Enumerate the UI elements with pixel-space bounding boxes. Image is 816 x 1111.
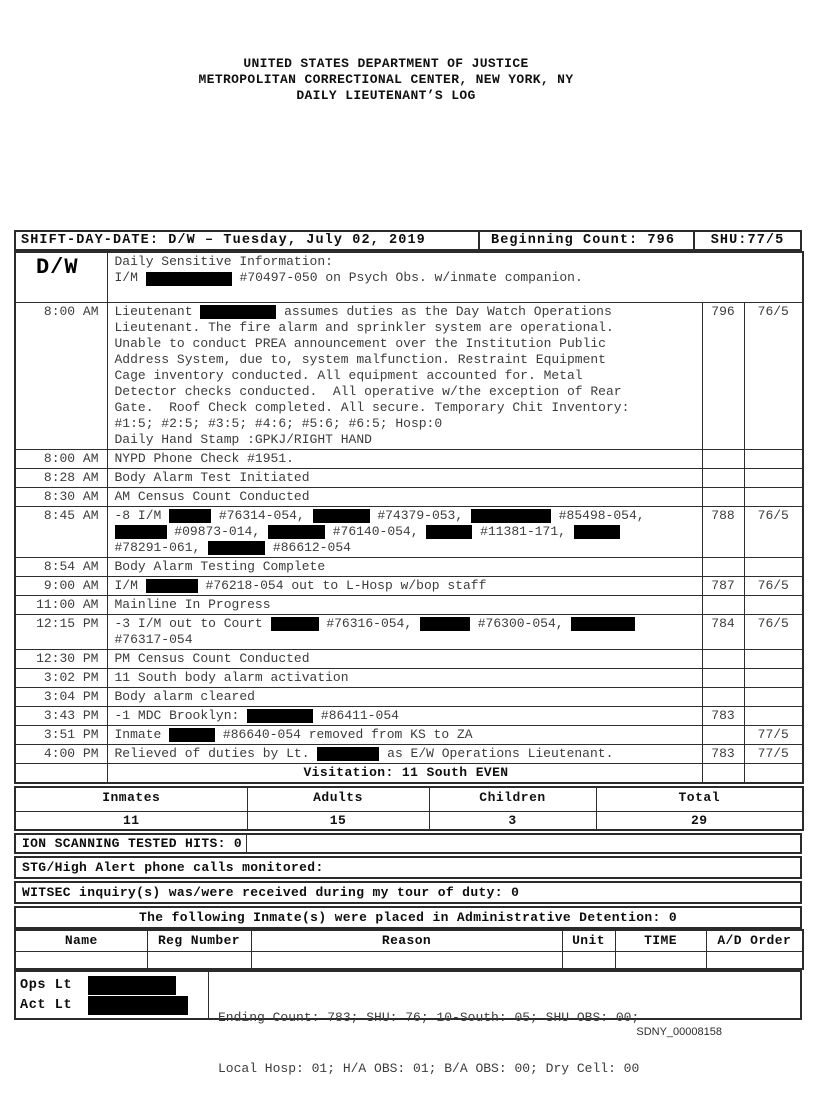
detention-col-ad-order: A/D Order (706, 930, 803, 951)
shu-cell (744, 449, 803, 468)
ion-scanning-row (14, 833, 802, 854)
log-time: 3:51 PM (15, 725, 107, 744)
shu-cell: 76/5 (744, 576, 803, 595)
log-row (15, 468, 803, 487)
visitation-col-total: Total (596, 787, 803, 812)
log-row (15, 252, 803, 302)
detention-caption: The following Inmate(s) were placed in Administrative Detention: 0 (14, 906, 802, 929)
visitation-col-children: Children (429, 787, 596, 812)
document-header (0, 0, 772, 104)
log-time: 12:30 PM (15, 649, 107, 668)
log-row (15, 744, 803, 763)
log-time: 8:00 AM (15, 302, 107, 449)
beginning-count: Beginning Count: 796 (478, 232, 693, 249)
log-entry: -8 I/M #76314-054, #74379-053, #85498-054, #09873-014, #76140-054, #11381-171, #78291-061, #86612-054 (107, 506, 702, 557)
log-row (15, 576, 803, 595)
shu-cell (744, 668, 803, 687)
count-cell (702, 725, 744, 744)
detention-col-name: Name (15, 930, 147, 951)
visitation-values-row (15, 812, 803, 831)
shu-cell (744, 595, 803, 614)
shu-cell (744, 649, 803, 668)
log-entry: Visitation: 11 South EVEN (107, 763, 702, 783)
count-cell: 783 (702, 744, 744, 763)
header-doc-title: DAILY LIEUTENANT’S LOG (296, 88, 476, 103)
count-cell (702, 487, 744, 506)
log-entry: Body Alarm Testing Complete (107, 557, 702, 576)
redaction-box (420, 617, 470, 631)
log-entry: 11 South body alarm activation (107, 668, 702, 687)
shu-cell: 76/5 (744, 302, 803, 449)
log-time: D/W (15, 252, 107, 302)
log-row (15, 706, 803, 725)
log-entry: -3 I/M out to Court #76316-054, #76300-054, #76317-054 (107, 614, 702, 649)
log-entry: Lieutenant assumes duties as the Day Watch Operations Lieutenant. The fire alarm and sprinkler system are operational. Unable to conduct PREA announcement over the Institution Public Address System, due to, system malfunction. Restraint Equipment Cage inventory conducted. All equipment accounted for. Metal Detector checks conducted. All operative w/the exception of Rear Gate. Roof Check completed. All secure. Temporary Chit Inventory: #1:5; #2:5; #3:5; #4:6; #5:6; #6:5; Hosp:0 Daily Hand Stamp :GPKJ/RIGHT HAND (107, 302, 702, 449)
redaction-box (571, 617, 635, 631)
visitation-table (14, 786, 804, 832)
witsec-row: WITSEC inquiry(s) was/were received during my tour of duty: 0 (14, 881, 802, 904)
shu-cell (744, 763, 803, 783)
log-time: 4:00 PM (15, 744, 107, 763)
visitation-children-value: 3 (429, 812, 596, 831)
detention-header-row (15, 930, 803, 951)
detention-empty-row (15, 951, 803, 969)
log-row (15, 595, 803, 614)
detention-col-reason: Reason (251, 930, 562, 951)
count-cell: 796 (702, 302, 744, 449)
count-cell (702, 557, 744, 576)
log-entry: Body alarm cleared (107, 687, 702, 706)
log-row (15, 487, 803, 506)
log-time: 3:43 PM (15, 706, 107, 725)
log-row (15, 687, 803, 706)
count-cell (702, 649, 744, 668)
act-lt-label: Act Lt (20, 997, 73, 1013)
shu-cell (744, 468, 803, 487)
log-time: 8:54 AM (15, 557, 107, 576)
count-cell (702, 449, 744, 468)
shu-cell (744, 487, 803, 506)
detention-col-reg-number: Reg Number (147, 930, 251, 951)
log-row (15, 725, 803, 744)
log-time: 8:00 AM (15, 449, 107, 468)
log-entry: AM Census Count Conducted (107, 487, 702, 506)
log-time: 9:00 AM (15, 576, 107, 595)
daily-log-table (14, 251, 804, 784)
log-row (15, 649, 803, 668)
count-cell (702, 763, 744, 783)
visitation-col-inmates: Inmates (15, 787, 247, 812)
count-cell (702, 668, 744, 687)
ending-count-line1: Ending Count: 783; SHU: 76; 10-South: 05; SHU OBS: 00; (218, 1010, 640, 1025)
redaction-box (88, 996, 188, 1015)
log-time: 8:45 AM (15, 506, 107, 557)
log-row (15, 557, 803, 576)
log-time: 12:15 PM (15, 614, 107, 649)
log-entry: I/M #76218-054 out to L-Hosp w/bop staff (107, 576, 702, 595)
visitation-col-adults: Adults (247, 787, 429, 812)
log-entry: Daily Sensitive Information: I/M #70497-050 on Psych Obs. w/inmate companion. (107, 252, 803, 302)
redaction-box (208, 541, 265, 555)
signoff-names (16, 972, 208, 1018)
detention-col-time: TIME (615, 930, 706, 951)
count-cell: 783 (702, 706, 744, 725)
log-row (15, 763, 803, 783)
redaction-box (268, 525, 325, 539)
log-row (15, 449, 803, 468)
shu-count: SHU:77/5 (693, 232, 800, 249)
header-agency: UNITED STATES DEPARTMENT OF JUSTICE (243, 56, 529, 71)
detention-col-unit: Unit (562, 930, 615, 951)
redaction-box (317, 747, 379, 761)
log-time (15, 763, 107, 783)
log-rows (15, 252, 803, 783)
log-time: 8:28 AM (15, 468, 107, 487)
redaction-box (313, 509, 370, 523)
redaction-box (169, 509, 211, 523)
log-row (15, 668, 803, 687)
log-entry: Inmate #86640-054 removed from KS to ZA (107, 725, 702, 744)
log-entry: NYPD Phone Check #1951. (107, 449, 702, 468)
redaction-box (247, 709, 313, 723)
count-cell: 788 (702, 506, 744, 557)
redaction-box (426, 525, 472, 539)
ops-lt-line (20, 975, 208, 995)
redaction-box (271, 617, 319, 631)
visitation-header-row (15, 787, 803, 812)
redaction-box (471, 509, 551, 523)
shu-cell (744, 687, 803, 706)
redaction-box (574, 525, 620, 539)
log-row (15, 302, 803, 449)
shift-day-date: SHIFT-DAY-DATE: D/W – Tuesday, July 02, 2019 (21, 233, 426, 248)
log-entry: Mainline In Progress (107, 595, 702, 614)
detention-table (14, 929, 804, 970)
log-time: 11:00 AM (15, 595, 107, 614)
redaction-box (115, 525, 167, 539)
log-entry: -1 MDC Brooklyn: #86411-054 (107, 706, 702, 725)
count-cell: 787 (702, 576, 744, 595)
count-cell (702, 687, 744, 706)
visitation-inmates-value: 11 (15, 812, 247, 831)
redaction-box (146, 579, 198, 593)
log-row (15, 614, 803, 649)
ion-scanning-empty-cell (247, 835, 800, 852)
visitation-total-value: 29 (596, 812, 803, 831)
log-time: 3:04 PM (15, 687, 107, 706)
shu-cell: 76/5 (744, 506, 803, 557)
ops-lt-label: Ops Lt (20, 977, 73, 993)
visitation-adults-value: 15 (247, 812, 429, 831)
shu-cell: 76/5 (744, 614, 803, 649)
shift-header-row (14, 230, 802, 251)
stg-row: STG/High Alert phone calls monitored: (14, 856, 802, 879)
redaction-box (200, 305, 276, 319)
redaction-box (88, 976, 176, 995)
log-time: 8:30 AM (15, 487, 107, 506)
ion-scanning-label: ION SCANNING TESTED HITS: 0 (16, 835, 247, 852)
count-cell: 784 (702, 614, 744, 649)
count-cell (702, 468, 744, 487)
shu-cell (744, 557, 803, 576)
shu-cell: 77/5 (744, 725, 803, 744)
log-entry: Body Alarm Test Initiated (107, 468, 702, 487)
bates-number: SDNY_00008158 (636, 1026, 722, 1038)
log-time: 3:02 PM (15, 668, 107, 687)
log-entry: PM Census Count Conducted (107, 649, 702, 668)
log-row (15, 506, 803, 557)
shu-cell: 77/5 (744, 744, 803, 763)
count-cell (702, 595, 744, 614)
header-facility: METROPOLITAN CORRECTIONAL CENTER, NEW YORK, NY (198, 72, 574, 87)
log-entry: Relieved of duties by Lt. as E/W Operations Lieutenant. (107, 744, 702, 763)
redaction-box (169, 728, 215, 742)
ending-count-line2: Local Hosp: 01; H/A OBS: 01; B/A OBS: 00; Dry Cell: 00 (218, 1061, 640, 1076)
act-lt-line (20, 995, 208, 1015)
redaction-box (146, 272, 232, 286)
shu-cell (744, 706, 803, 725)
